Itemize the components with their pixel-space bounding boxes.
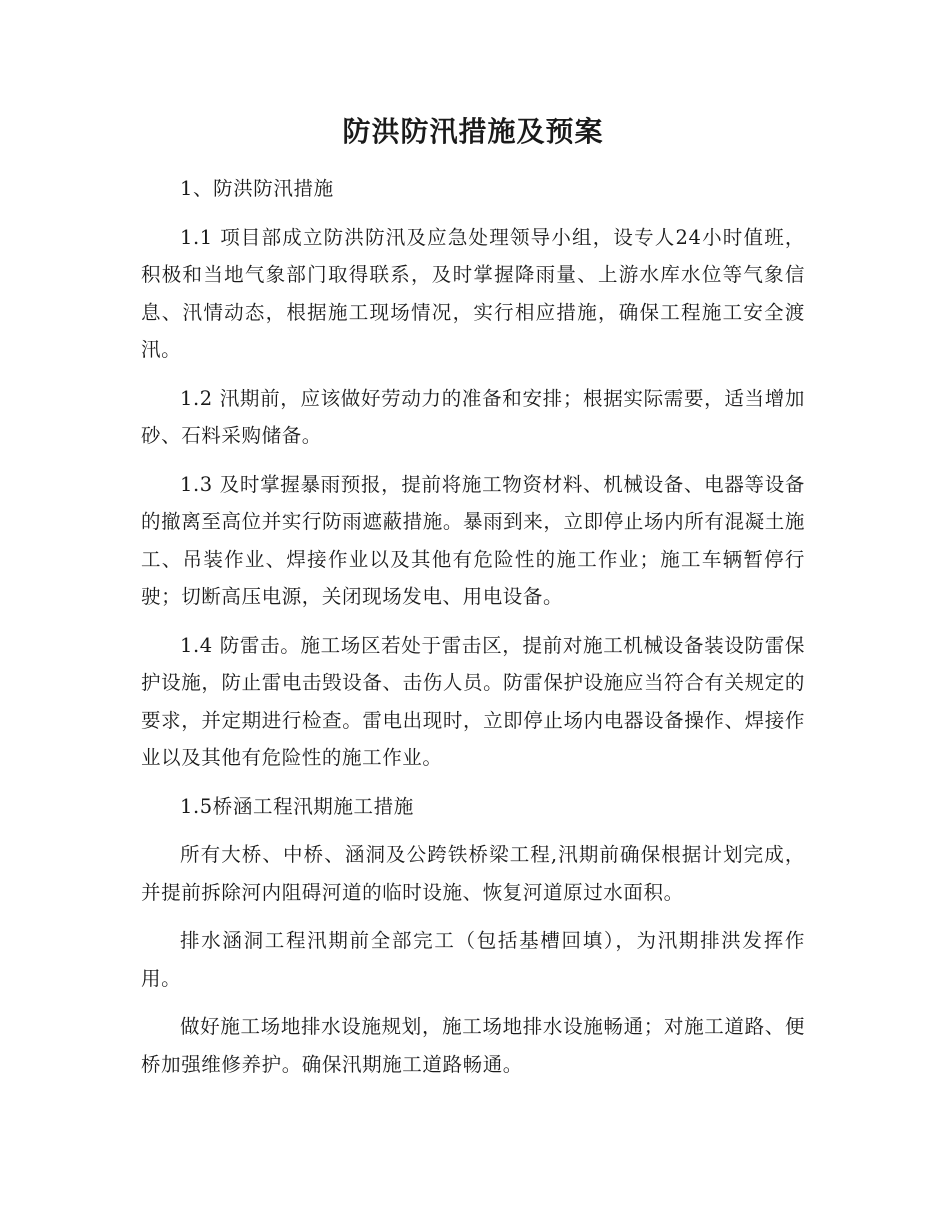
- section-heading-1: 1、防洪防汛措施: [180, 177, 334, 200]
- paragraph-1-3: 1.3 及时掌握暴雨预报，提前将施工物资材料、机械设备、电器等设备的撤离至高位并实行防雨遮蔽措施。暴雨到来，立即停止场内所有混凝土施工、吊装作业、焊接作业以及其他有危险性的施工作业；施工车辆暂停行驶；切断高压电源，关闭现场发电、用电设备。: [141, 472, 805, 608]
- paragraph-1-5-a: 所有大桥、中桥、涵洞及公跨铁桥梁工程,汛期前确保根据计划完成，并提前拆除河内阻碍河道的临时设施、恢复河道原过水面积。: [141, 843, 805, 904]
- paragraph-1-1: 1.1 项目部成立防洪防汛及应急处理领导小组，设专人24小时值班，积极和当地气象部门取得联系，及时掌握降雨量、上游水库水位等气象信息、汛情动态，根据施工现场情况，实行相应措施，确保工程施工安全渡汛。: [141, 225, 805, 361]
- paragraph-1-4: 1.4 防雷击。施工场区若处于雷击区，提前对施工机械设备装设防雷保护设施，防止雷电击毁设备、击伤人员。防雷保护设施应当符合有关规定的要求，并定期进行检查。雷电出现时，立即停止场内电器设备操作、焊接作业以及其他有危险性的施工作业。: [141, 633, 805, 769]
- paragraph-1-5-b: 排水涵洞工程汛期前全部完工（包括基槽回填），为汛期排洪发挥作用。: [141, 929, 805, 990]
- paragraph-1-2: 1.2 汛期前，应该做好劳动力的准备和安排；根据实际需要，适当增加砂、石料采购储备。: [141, 386, 805, 447]
- document-page: [141, 112, 805, 1094]
- document-title: 防洪防汛措施及预案: [342, 115, 604, 148]
- section-heading-1-5: 1.5桥涵工程汛期施工措施: [180, 794, 414, 818]
- paragraph-1-5-c: 做好施工场地排水设施规划，施工场地排水设施畅通；对施工道路、便桥加强维修养护。确保汛期施工道路畅通。: [141, 1015, 805, 1076]
